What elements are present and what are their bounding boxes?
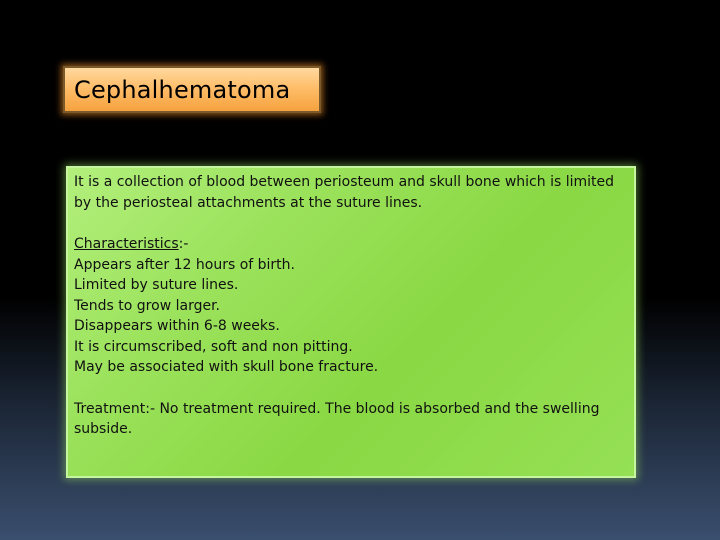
characteristics-heading: Characteristics: [74, 236, 179, 252]
treatment-paragraph: Treatment:- No treatment required. The blood is absorbed and the swelling subside.: [74, 400, 600, 437]
spacer: [74, 213, 628, 234]
characteristic-item: May be associated with skull bone fracture.: [74, 359, 379, 375]
slide-title: Cephalhematoma: [74, 75, 291, 104]
characteristic-item: Disappears within 6-8 weeks.: [74, 318, 280, 334]
characteristic-item: It is circumscribed, soft and non pitting.: [74, 338, 353, 355]
characteristics-section: [74, 234, 628, 378]
characteristic-item: Tends to grow larger.: [74, 297, 220, 314]
characteristics-heading-line: [74, 234, 628, 255]
characteristic-item: Appears after 12 hours of birth.: [74, 256, 295, 273]
characteristic-item: Limited by suture lines.: [74, 277, 239, 293]
slide-title-box: [63, 66, 321, 113]
content-box: [66, 166, 636, 478]
intro-paragraph: It is a collection of blood between periosteum and skull bone which is limited by the periosteal attachments at the suture lines.: [74, 174, 615, 211]
characteristics-heading-suffix: :-: [178, 236, 189, 252]
spacer: [74, 378, 628, 399]
